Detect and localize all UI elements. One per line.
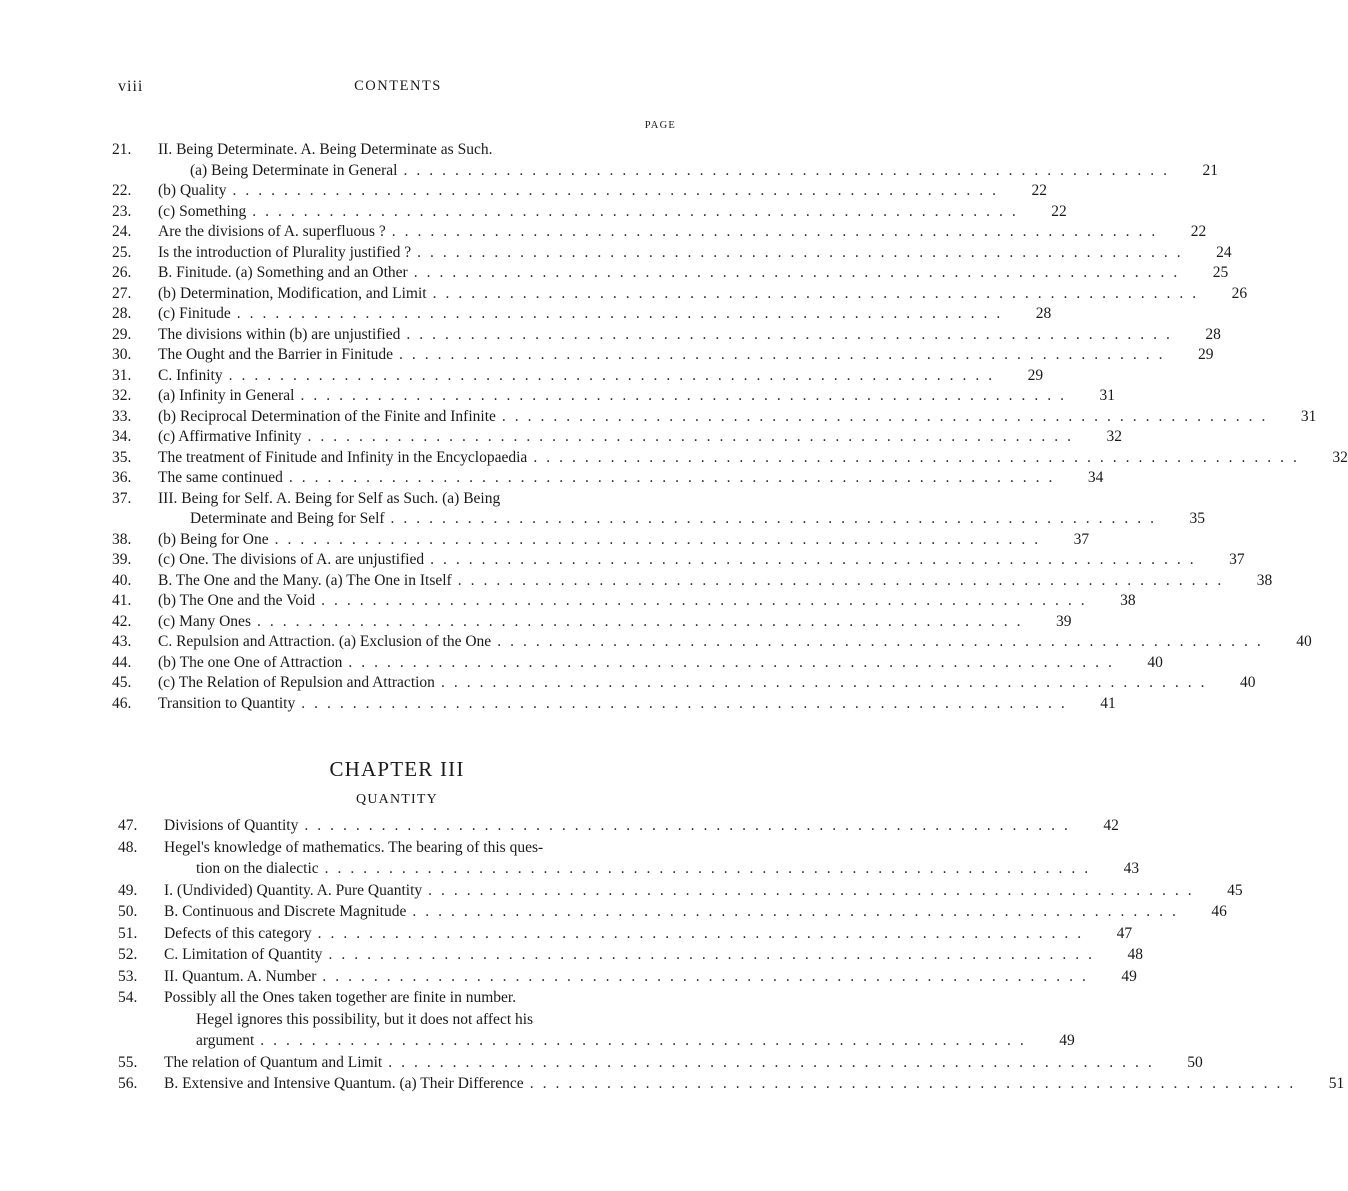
entry-page-number: 51 [1328, 1075, 1345, 1092]
entry-line [158, 694, 1116, 715]
entry-page-number: 22 [1190, 223, 1207, 240]
entry-number: 33. [112, 407, 132, 425]
entry-page-number: 39 [1055, 612, 1072, 630]
entry-page-number: 42 [1103, 817, 1119, 834]
dot-leader: ............................................................ [430, 551, 1203, 568]
entry-number: 34. [112, 428, 132, 445]
toc-entry [112, 202, 1067, 223]
entry-line [158, 386, 1115, 407]
entry-line [164, 923, 1132, 945]
dot-leader: ............................................................ [304, 817, 1077, 834]
entry-page-number: 29 [1198, 346, 1214, 363]
dot-leader: ............................................................ [391, 223, 1165, 240]
entry-line [164, 1030, 1075, 1052]
entry-title: Defects of this category [164, 924, 312, 942]
entry-line [158, 550, 1245, 571]
entry-title: The relation of Quantum and Limit [164, 1053, 383, 1071]
entry-body [158, 263, 1228, 284]
page-folio: viii [118, 78, 144, 95]
toc-entry [118, 1052, 1203, 1074]
entry-title: (c) The Relation of Repulsion and Attraction [158, 674, 435, 691]
entry-title: II. Being Determinate. A. Being Determinate as Such. [158, 141, 493, 158]
entry-title: (c) Something [158, 202, 247, 220]
entry-body [158, 202, 1067, 223]
entry-title: B. Finitude. (a) Something and an Other [158, 264, 408, 281]
entry-line [158, 284, 1247, 305]
entry-number: 35. [112, 448, 132, 466]
entry-title: (a) Infinity in General [158, 387, 295, 404]
entry-number: 21. [112, 141, 132, 158]
entry-page-number: 41 [1100, 694, 1116, 712]
entry-title: (b) Quality [158, 182, 227, 199]
entry-number: 54. [118, 989, 138, 1006]
entry-body [158, 612, 1071, 633]
dot-leader: ............................................................ [260, 1032, 1033, 1049]
entry-page-number: 22 [1031, 182, 1047, 199]
entry-number: 49. [118, 881, 138, 899]
entry-number: 45. [112, 674, 132, 691]
dot-leader: ............................................................ [529, 1075, 1303, 1092]
entry-number: 55. [118, 1053, 138, 1071]
entry-body [158, 530, 1089, 551]
dot-leader: ............................................................ [301, 694, 1074, 712]
toc-entry [112, 345, 1214, 366]
dot-leader: ............................................................ [413, 264, 1187, 281]
entry-page-number: 25 [1212, 264, 1229, 281]
entry-number: 23. [112, 202, 132, 220]
toc-entry [112, 632, 1312, 653]
entry-number: 46. [112, 694, 132, 712]
entry-number: 52. [118, 946, 138, 963]
toc-entry [118, 944, 1143, 966]
entry-title: (c) One. The divisions of A. are unjustified [158, 551, 425, 568]
toc-entry [112, 140, 1218, 181]
entry-body [164, 901, 1227, 923]
entry-page-number: 29 [1027, 366, 1044, 384]
entry-body [164, 944, 1143, 966]
entry-title: Determinate and Being for Self [190, 510, 385, 527]
entry-number: 43. [112, 633, 132, 650]
entry-body [158, 366, 1043, 387]
entry-body [158, 427, 1122, 448]
entry-number: 38. [112, 530, 132, 548]
toc-entry [112, 612, 1072, 633]
entry-line [164, 1052, 1203, 1074]
dot-leader: ............................................................ [497, 633, 1270, 650]
entry-line [158, 202, 1067, 223]
entry-page-number: 28 [1035, 305, 1052, 322]
entry-line [158, 181, 1047, 202]
entry-line [164, 837, 1139, 859]
dot-leader: ............................................................ [417, 243, 1190, 261]
dot-leader: ............................................................ [228, 366, 1002, 384]
entry-page-number: 47 [1116, 924, 1133, 942]
entry-title: argument [196, 1032, 255, 1049]
entry-page-number: 43 [1123, 860, 1140, 877]
entry-line [158, 407, 1316, 428]
dot-leader: ............................................................ [388, 1053, 1161, 1071]
toc-entry [118, 837, 1140, 880]
toc-entry [118, 966, 1137, 988]
toc-entry [118, 1073, 1345, 1095]
entry-page-number: 31 [1300, 407, 1317, 425]
entry-page-number: 22 [1051, 202, 1067, 220]
entry-title: II. Quantum. A. Number [164, 967, 317, 985]
entry-number: 53. [118, 967, 138, 985]
entry-line [158, 243, 1232, 264]
chapter-title: CHAPTER III [329, 757, 465, 781]
toc-entry [112, 489, 1206, 530]
entry-body [158, 386, 1115, 407]
running-head [118, 78, 678, 100]
entry-line [158, 489, 1205, 510]
entry-body [164, 966, 1137, 988]
toc-entry [112, 263, 1229, 284]
entry-title: (b) Determination, Modification, and Limit [158, 284, 427, 302]
entry-body [158, 222, 1206, 243]
entry-number: 28. [112, 305, 132, 322]
entry-line [164, 880, 1243, 902]
entry-page-number: 32 [1106, 428, 1122, 445]
entry-body [158, 694, 1116, 715]
dot-leader: ............................................................ [324, 860, 1098, 877]
entry-title: (b) The One and the Void [158, 592, 316, 609]
entry-line [158, 325, 1221, 346]
dot-leader: ............................................................ [236, 305, 1010, 322]
entry-line [158, 591, 1136, 612]
dot-leader: ............................................................ [317, 924, 1091, 942]
toc-entry [118, 901, 1227, 923]
toc-entry [112, 591, 1136, 612]
entry-title: The divisions within (b) are unjustified [158, 325, 401, 343]
entry-title: (b) The one One of Attraction [158, 653, 343, 671]
entry-line [158, 222, 1206, 243]
entry-line [158, 612, 1071, 633]
entry-line [158, 427, 1122, 448]
toc-entry [112, 407, 1317, 428]
entry-number: 56. [118, 1075, 138, 1092]
toc-entry [118, 923, 1133, 945]
entry-line [164, 901, 1227, 923]
entry-line [158, 263, 1228, 284]
dot-leader: ............................................................ [348, 653, 1121, 671]
chapter-subtitle: QUANTITY [356, 792, 438, 807]
entry-body [158, 325, 1221, 346]
entry-number: 30. [112, 346, 132, 363]
toc-entry [112, 571, 1273, 592]
entry-page-number: 24 [1216, 243, 1232, 261]
dot-leader: ............................................................ [406, 325, 1179, 343]
dot-leader: ............................................................ [328, 946, 1101, 963]
entry-body [158, 468, 1103, 489]
toc-entry [112, 550, 1245, 571]
toc-entry [112, 181, 1047, 202]
toc-entry [112, 468, 1104, 489]
entry-line [158, 509, 1205, 530]
dot-leader: ............................................................ [432, 284, 1206, 302]
entry-page-number: 50 [1187, 1053, 1203, 1071]
toc-entry [112, 694, 1116, 715]
entry-page-number: 40 [1147, 653, 1163, 671]
entry-line [164, 987, 1075, 1009]
entry-number: 26. [112, 264, 132, 281]
entry-title: tion on the dialectic [196, 860, 319, 877]
entry-title: (c) Affirmative Infinity [158, 428, 302, 445]
entry-page-number: 37 [1229, 551, 1245, 568]
entry-title: Is the introduction of Plurality justified ? [158, 243, 412, 261]
entry-number: 25. [112, 243, 132, 261]
entry-title: Possibly all the Ones taken together are finite in number. [164, 989, 517, 1006]
entry-number: 37. [112, 489, 132, 507]
dot-leader: ............................................................ [252, 202, 1025, 220]
entry-page-number: 34 [1087, 469, 1104, 486]
entry-body [158, 591, 1136, 612]
toc-entry [112, 673, 1256, 694]
entry-body [164, 1052, 1203, 1074]
toc-entry [112, 427, 1122, 448]
entry-body [158, 284, 1247, 305]
dot-leader: ............................................................ [232, 182, 1005, 199]
entry-line [158, 653, 1163, 674]
entry-page-number: 35 [1189, 510, 1206, 527]
toc-entry [112, 530, 1090, 551]
entry-body [158, 181, 1047, 202]
entry-line [158, 571, 1272, 592]
dot-leader: ............................................................ [390, 510, 1164, 527]
entry-body [158, 632, 1312, 653]
entry-title: (b) Being for One [158, 530, 269, 548]
entry-line [158, 140, 1218, 161]
entry-page-number: 31 [1099, 387, 1115, 404]
entry-page-number: 21 [1202, 161, 1218, 179]
dot-leader: ............................................................ [288, 469, 1062, 486]
entry-title: Are the divisions of A. superfluous ? [158, 223, 386, 240]
toc-entry [112, 386, 1115, 407]
entry-line [158, 161, 1218, 182]
entry-body [158, 243, 1232, 264]
entry-number: 31. [112, 366, 132, 384]
toc-entry [112, 243, 1232, 264]
entry-number: 40. [112, 571, 132, 589]
entry-number: 29. [112, 325, 132, 343]
entry-line [158, 632, 1312, 653]
entry-title: B. Extensive and Intensive Quantum. (a) Their Difference [164, 1075, 524, 1092]
entry-page-number: 48 [1127, 946, 1143, 963]
entry-title: B. Continuous and Discrete Magnitude [164, 903, 407, 920]
entry-body [158, 304, 1051, 325]
entry-page-number: 46 [1211, 903, 1227, 920]
entry-body [158, 571, 1272, 592]
entry-title: C. Limitation of Quantity [164, 946, 323, 963]
entry-page-number: 37 [1073, 530, 1090, 548]
entry-number: 32. [112, 387, 132, 404]
toc-list-part1 [112, 140, 1348, 714]
entry-title: (c) Many Ones [158, 612, 251, 630]
toc-list-part2 [118, 815, 1345, 1095]
dot-leader: ............................................................ [256, 612, 1030, 630]
entry-title: B. The One and the Many. (a) The One in Itself [158, 571, 452, 589]
entry-title: Transition to Quantity [158, 694, 296, 712]
dot-leader: ............................................................ [403, 161, 1176, 179]
entry-page-number: 45 [1227, 881, 1243, 899]
dot-leader: ............................................................ [428, 881, 1201, 899]
entry-body [158, 140, 1218, 181]
entry-number: 39. [112, 551, 132, 568]
entry-body [158, 345, 1214, 366]
entry-page-number: 49 [1059, 1032, 1075, 1049]
dot-leader: ............................................................ [412, 903, 1185, 920]
toc-entry [118, 987, 1075, 1052]
dot-leader: ............................................................ [322, 967, 1095, 985]
entry-title: The treatment of Finitude and Infinity in the Encyclopaedia [158, 448, 528, 466]
entry-title: III. Being for Self. A. Being for Self as Such. (a) Being [158, 489, 501, 507]
entry-body [164, 815, 1119, 837]
entry-page-number: 28 [1205, 325, 1221, 343]
entry-number: 47. [118, 817, 138, 834]
entry-line [158, 673, 1255, 694]
toc-entry [112, 284, 1248, 305]
entry-line [158, 304, 1051, 325]
entry-title: (a) Being Determinate in General [190, 161, 398, 179]
entry-page-number: 40 [1296, 633, 1312, 650]
entry-number: 50. [118, 903, 138, 920]
entry-body [164, 923, 1132, 945]
entry-line [164, 944, 1143, 966]
toc-entry [118, 880, 1243, 902]
entry-number: 24. [112, 223, 132, 240]
entry-number: 22. [112, 182, 132, 199]
page-column-label: PAGE [644, 120, 676, 131]
entry-body [164, 837, 1139, 880]
entry-title: The Ought and the Barrier in Finitude [158, 346, 394, 363]
toc-entry [112, 653, 1163, 674]
entry-body [164, 987, 1075, 1052]
entry-title: The same continued [158, 469, 283, 486]
entry-number: 51. [118, 924, 138, 942]
dot-leader: ............................................................ [399, 346, 1172, 363]
dot-leader: ............................................................ [321, 592, 1094, 609]
entry-number: 48. [118, 838, 138, 856]
entry-body [158, 550, 1245, 571]
entry-page-number: 49 [1121, 967, 1137, 985]
entry-number: 27. [112, 284, 132, 302]
entry-number: 36. [112, 469, 132, 486]
entry-line [158, 530, 1089, 551]
entry-page-number: 40 [1239, 674, 1256, 691]
entry-line [164, 1073, 1344, 1095]
entry-number: 41. [112, 592, 132, 609]
dot-leader: ............................................................ [307, 428, 1080, 445]
toc-entry [112, 222, 1207, 243]
entry-title: C. Repulsion and Attraction. (a) Exclusion of the One [158, 633, 492, 650]
entry-page-number: 38 [1120, 592, 1136, 609]
entry-line [158, 448, 1348, 469]
entry-line [164, 1009, 1075, 1031]
entry-title: Divisions of Quantity [164, 817, 299, 834]
entry-title: I. (Undivided) Quantity. A. Pure Quantity [164, 881, 423, 899]
running-title: CONTENTS [354, 78, 442, 94]
entry-line [158, 468, 1103, 489]
entry-page-number: 26 [1231, 284, 1248, 302]
entry-title: Hegel ignores this possibility, but it does not affect his [196, 1010, 534, 1028]
dot-leader: ............................................................ [501, 407, 1275, 425]
entry-number: 44. [112, 653, 132, 671]
entry-body [164, 880, 1243, 902]
entry-title: (c) Finitude [158, 305, 231, 322]
entry-body [158, 673, 1255, 694]
entry-title: Hegel's knowledge of mathematics. The bearing of this ques- [164, 838, 544, 856]
entry-body [158, 448, 1348, 469]
entry-line [164, 815, 1119, 837]
dot-leader: ............................................................ [533, 448, 1306, 466]
entry-title: (b) Reciprocal Determination of the Finite and Infinite [158, 407, 496, 425]
entry-line [158, 366, 1043, 387]
dot-leader: ............................................................ [457, 571, 1231, 589]
entry-line [164, 858, 1139, 880]
toc-entry [112, 366, 1044, 387]
dot-leader: ............................................................ [274, 530, 1048, 548]
entry-number: 42. [112, 612, 132, 630]
entry-body [164, 1073, 1344, 1095]
entry-body [158, 407, 1316, 428]
entry-page-number: 38 [1256, 571, 1273, 589]
toc-entry [112, 325, 1221, 346]
entry-line [164, 966, 1137, 988]
dot-leader: ............................................................ [440, 674, 1214, 691]
entry-body [158, 653, 1163, 674]
entry-body [158, 489, 1205, 530]
toc-entry [118, 815, 1119, 837]
entry-line [158, 345, 1214, 366]
toc-entry [112, 304, 1052, 325]
dot-leader: ............................................................ [300, 387, 1073, 404]
entry-title: C. Infinity [158, 366, 223, 384]
entry-page-number: 32 [1332, 448, 1348, 466]
toc-entry [112, 448, 1348, 469]
